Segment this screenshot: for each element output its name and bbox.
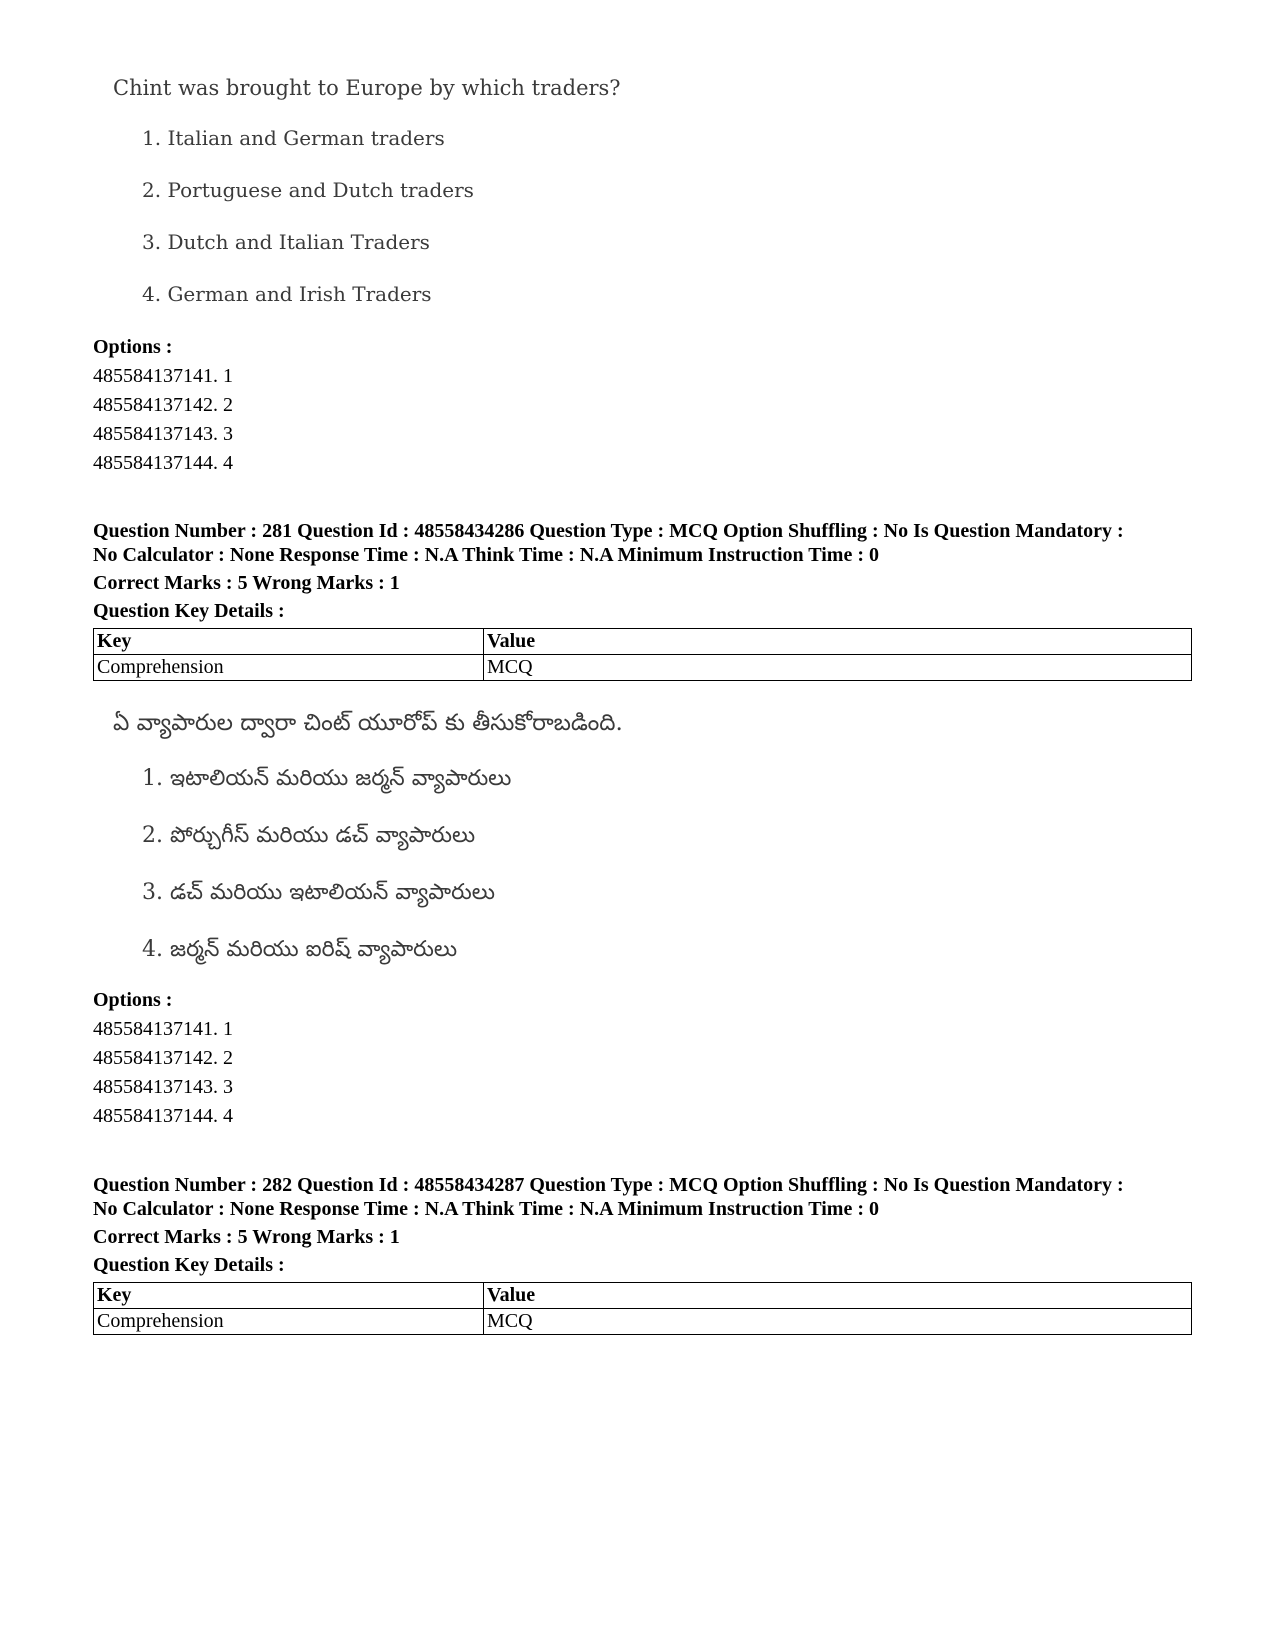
question-meta-line: Question Number : 282 Question Id : 48558434287 Question Type : MCQ Option Shuffling : No Is Question Mandatory : (93, 1174, 1124, 1196)
options-heading: Options : (93, 336, 173, 358)
table-row (94, 655, 1192, 681)
option-id: 485584137144. 4 (93, 1105, 233, 1127)
option-id: 485584137143. 3 (93, 423, 233, 445)
question-text: Chint was brought to Europe by which traders? (113, 76, 621, 100)
options-list (93, 986, 233, 1131)
question-option: 1. ఇటాలియన్ మరియు జర్మన్ వ్యాపారులు (142, 766, 512, 791)
option-id: 485584137143. 3 (93, 1076, 233, 1098)
marks-line: Correct Marks : 5 Wrong Marks : 1 (93, 1226, 400, 1248)
option-id: 485584137142. 2 (93, 394, 233, 416)
table-header-key: Key (94, 1283, 484, 1309)
option-id: 485584137141. 1 (93, 365, 233, 387)
question-image-english (95, 68, 621, 323)
table-row (94, 1309, 1192, 1335)
question-option: 1. Italian and German traders (142, 126, 445, 150)
key-details-heading: Question Key Details : (93, 600, 285, 622)
marks-line: Correct Marks : 5 Wrong Marks : 1 (93, 572, 400, 594)
question-option: 3. డచ్ మరియు ఇటాలియన్ వ్యాపారులు (142, 880, 495, 905)
table-header-key: Key (94, 629, 484, 655)
question-option: 3. Dutch and Italian Traders (142, 230, 430, 254)
question-option: 2. Portuguese and Dutch traders (142, 178, 474, 202)
options-list (93, 333, 233, 478)
table-header-value: Value (484, 629, 1192, 655)
question-meta-line: No Calculator : None Response Time : N.A Think Time : N.A Minimum Instruction Time : 0 (93, 544, 879, 566)
option-id: 485584137142. 2 (93, 1047, 233, 1069)
question-meta (93, 1173, 1193, 1221)
question-option: 2. పోర్చుగీస్ మరియు డచ్ వ్యాపారులు (142, 823, 476, 848)
table-cell-key: Comprehension (94, 655, 484, 681)
table-header-value: Value (484, 1283, 1192, 1309)
table-header-row (94, 629, 1192, 655)
table-cell-value: MCQ (484, 1309, 1192, 1335)
question-meta-line: Question Number : 281 Question Id : 48558434286 Question Type : MCQ Option Shuffling : No Is Question Mandatory : (93, 520, 1124, 542)
table-cell-key: Comprehension (94, 1309, 484, 1335)
question-meta-line: No Calculator : None Response Time : N.A Think Time : N.A Minimum Instruction Time : 0 (93, 1198, 879, 1220)
table-header-row (94, 1283, 1192, 1309)
question-option: 4. German and Irish Traders (142, 282, 432, 306)
key-details-table (93, 628, 1192, 681)
question-image-telugu (95, 710, 715, 990)
options-heading: Options : (93, 989, 173, 1011)
table-cell-value: MCQ (484, 655, 1192, 681)
option-id: 485584137144. 4 (93, 452, 233, 474)
question-text: ఏ వ్యాపారుల ద్వారా చింట్ యూరోప్ కు తీసుకోరాబడింది. (113, 710, 623, 736)
question-option: 4. జర్మన్ మరియు ఐరిష్ వ్యాపారులు (142, 937, 458, 962)
key-details-table (93, 1282, 1192, 1335)
question-meta (93, 519, 1193, 567)
key-details-heading: Question Key Details : (93, 1254, 285, 1276)
option-id: 485584137141. 1 (93, 1018, 233, 1040)
